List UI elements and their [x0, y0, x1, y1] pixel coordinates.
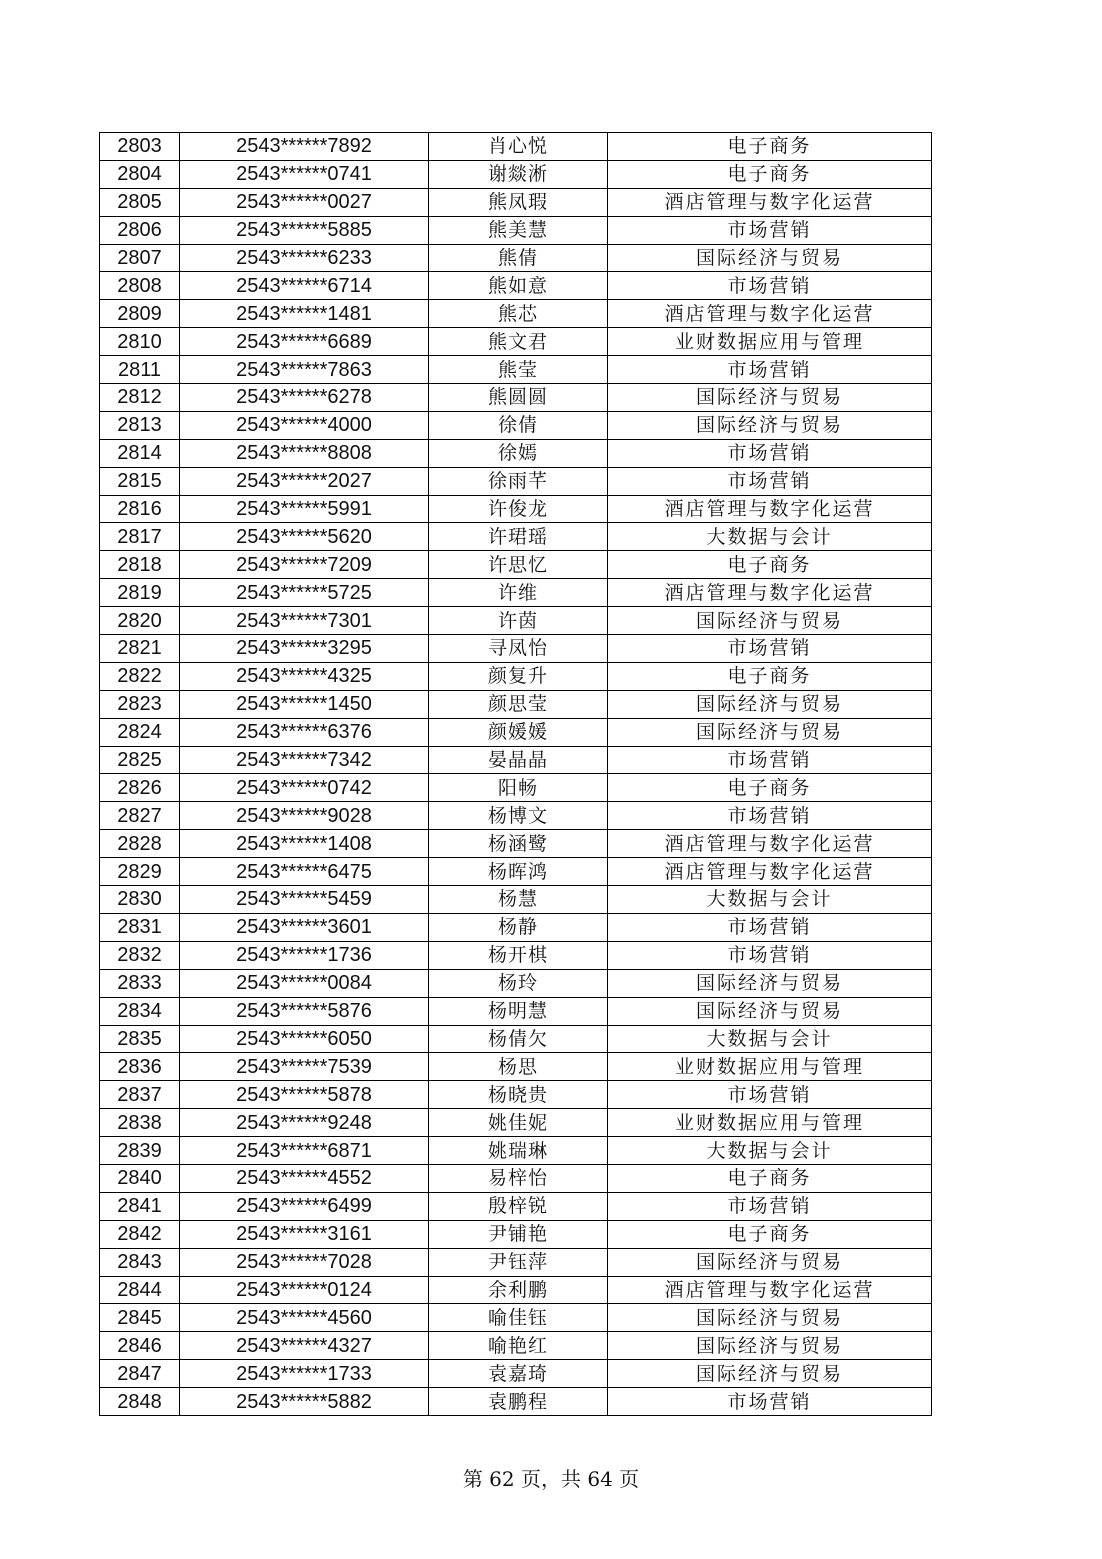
student-id-cell: 2543******0741	[180, 160, 429, 188]
major-cell: 业财数据应用与管理	[608, 328, 932, 356]
student-name-cell: 颜复升	[429, 662, 608, 690]
major-cell: 市场营销	[608, 216, 932, 244]
student-name-cell: 徐倩	[429, 411, 608, 439]
student-name-cell: 杨静	[429, 913, 608, 941]
student-id-cell: 2543******6714	[180, 272, 429, 300]
student-name-cell: 徐嫣	[429, 439, 608, 467]
table-row	[100, 1360, 932, 1388]
student-id-cell: 2543******4560	[180, 1304, 429, 1332]
student-roster-table	[99, 132, 932, 1416]
student-name-cell: 许维	[429, 579, 608, 607]
table-row	[100, 1164, 932, 1192]
row-number-cell: 2827	[100, 802, 180, 830]
major-cell: 国际经济与贸易	[608, 718, 932, 746]
row-number-cell: 2829	[100, 858, 180, 886]
student-id-cell: 2543******6499	[180, 1192, 429, 1220]
table-row	[100, 1192, 932, 1220]
table-row	[100, 439, 932, 467]
table-row	[100, 941, 932, 969]
student-id-cell: 2543******6376	[180, 718, 429, 746]
major-cell: 大数据与会计	[608, 523, 932, 551]
student-id-cell: 2543******1450	[180, 690, 429, 718]
table-row	[100, 467, 932, 495]
row-number-cell: 2843	[100, 1248, 180, 1276]
table-row	[100, 300, 932, 328]
table-row	[100, 1137, 932, 1165]
table-row	[100, 579, 932, 607]
row-number-cell: 2840	[100, 1164, 180, 1192]
table-row	[100, 1248, 932, 1276]
table-row	[100, 1388, 932, 1416]
row-number-cell: 2833	[100, 969, 180, 997]
major-cell: 电子商务	[608, 1164, 932, 1192]
row-number-cell: 2826	[100, 774, 180, 802]
table-row	[100, 160, 932, 188]
major-cell: 市场营销	[608, 356, 932, 384]
row-number-cell: 2825	[100, 746, 180, 774]
row-number-cell: 2831	[100, 913, 180, 941]
student-id-cell: 2543******1736	[180, 941, 429, 969]
student-id-cell: 2543******6689	[180, 328, 429, 356]
student-id-cell: 2543******5991	[180, 495, 429, 523]
student-name-cell: 袁鹏程	[429, 1388, 608, 1416]
table-row	[100, 1220, 932, 1248]
major-cell: 国际经济与贸易	[608, 244, 932, 272]
student-id-cell: 2543******7028	[180, 1248, 429, 1276]
row-number-cell: 2837	[100, 1081, 180, 1109]
row-number-cell: 2834	[100, 997, 180, 1025]
student-name-cell: 杨玲	[429, 969, 608, 997]
student-name-cell: 杨慧	[429, 886, 608, 914]
major-cell: 市场营销	[608, 802, 932, 830]
table-row	[100, 662, 932, 690]
table-row	[100, 1332, 932, 1360]
student-name-cell: 殷梓锐	[429, 1192, 608, 1220]
row-number-cell: 2845	[100, 1304, 180, 1332]
page-number: 第 62 页，共 64 页	[462, 1467, 640, 1491]
major-cell: 国际经济与贸易	[608, 411, 932, 439]
major-cell: 国际经济与贸易	[608, 1248, 932, 1276]
student-id-cell: 2543******7209	[180, 551, 429, 579]
major-cell: 酒店管理与数字化运营	[608, 300, 932, 328]
table-row	[100, 328, 932, 356]
row-number-cell: 2842	[100, 1220, 180, 1248]
student-id-cell: 2543******0027	[180, 188, 429, 216]
student-id-cell: 2543******9028	[180, 802, 429, 830]
major-cell: 市场营销	[608, 941, 932, 969]
major-cell: 电子商务	[608, 662, 932, 690]
table-row	[100, 718, 932, 746]
student-id-cell: 2543******5878	[180, 1081, 429, 1109]
student-name-cell: 熊如意	[429, 272, 608, 300]
major-cell: 市场营销	[608, 1388, 932, 1416]
table-row	[100, 858, 932, 886]
table-row	[100, 690, 932, 718]
major-cell: 大数据与会计	[608, 1137, 932, 1165]
row-number-cell: 2817	[100, 523, 180, 551]
student-name-cell: 杨涵鹭	[429, 830, 608, 858]
student-id-cell: 2543******4327	[180, 1332, 429, 1360]
table-row	[100, 913, 932, 941]
row-number-cell: 2818	[100, 551, 180, 579]
row-number-cell: 2813	[100, 411, 180, 439]
student-id-cell: 2543******1733	[180, 1360, 429, 1388]
student-name-cell: 喻艳红	[429, 1332, 608, 1360]
table-row	[100, 746, 932, 774]
table-row	[100, 969, 932, 997]
student-name-cell: 徐雨芊	[429, 467, 608, 495]
student-name-cell: 许思忆	[429, 551, 608, 579]
table-row	[100, 411, 932, 439]
student-name-cell: 姚佳妮	[429, 1109, 608, 1137]
student-id-cell: 2543******6871	[180, 1137, 429, 1165]
student-name-cell: 尹铺艳	[429, 1220, 608, 1248]
student-name-cell: 杨博文	[429, 802, 608, 830]
student-id-cell: 2543******7892	[180, 133, 429, 161]
table-row	[100, 551, 932, 579]
student-name-cell: 熊莹	[429, 356, 608, 384]
table-row	[100, 495, 932, 523]
student-name-cell: 姚瑞琳	[429, 1137, 608, 1165]
student-id-cell: 2543******9248	[180, 1109, 429, 1137]
row-number-cell: 2815	[100, 467, 180, 495]
student-name-cell: 熊文君	[429, 328, 608, 356]
row-number-cell: 2810	[100, 328, 180, 356]
major-cell: 业财数据应用与管理	[608, 1053, 932, 1081]
student-name-cell: 熊芯	[429, 300, 608, 328]
student-name-cell: 熊倩	[429, 244, 608, 272]
table-row	[100, 188, 932, 216]
student-name-cell: 杨晓贵	[429, 1081, 608, 1109]
student-name-cell: 易梓怡	[429, 1164, 608, 1192]
student-name-cell: 谢燚淅	[429, 160, 608, 188]
student-id-cell: 2543******8808	[180, 439, 429, 467]
major-cell: 国际经济与贸易	[608, 997, 932, 1025]
row-number-cell: 2814	[100, 439, 180, 467]
major-cell: 市场营销	[608, 1081, 932, 1109]
major-cell: 国际经济与贸易	[608, 969, 932, 997]
major-cell: 市场营销	[608, 746, 932, 774]
student-id-cell: 2543******5876	[180, 997, 429, 1025]
table-row	[100, 886, 932, 914]
student-id-cell: 2543******6233	[180, 244, 429, 272]
row-number-cell: 2811	[100, 356, 180, 384]
major-cell: 市场营销	[608, 635, 932, 663]
student-id-cell: 2543******7863	[180, 356, 429, 384]
major-cell: 酒店管理与数字化运营	[608, 188, 932, 216]
student-id-cell: 2543******7342	[180, 746, 429, 774]
student-id-cell: 2543******7301	[180, 607, 429, 635]
table-row	[100, 523, 932, 551]
row-number-cell: 2823	[100, 690, 180, 718]
table-row	[100, 802, 932, 830]
student-id-cell: 2543******6278	[180, 384, 429, 412]
row-number-cell: 2846	[100, 1332, 180, 1360]
student-id-cell: 2543******1408	[180, 830, 429, 858]
student-id-cell: 2543******5882	[180, 1388, 429, 1416]
table-row	[100, 774, 932, 802]
student-id-cell: 2543******4552	[180, 1164, 429, 1192]
row-number-cell: 2848	[100, 1388, 180, 1416]
student-name-cell: 杨晖鸿	[429, 858, 608, 886]
student-id-cell: 2543******5725	[180, 579, 429, 607]
student-name-cell: 寻凤怡	[429, 635, 608, 663]
major-cell: 国际经济与贸易	[608, 690, 932, 718]
student-id-cell: 2543******1481	[180, 300, 429, 328]
table-row	[100, 384, 932, 412]
major-cell: 电子商务	[608, 774, 932, 802]
table-row	[100, 997, 932, 1025]
major-cell: 电子商务	[608, 551, 932, 579]
major-cell: 市场营销	[608, 272, 932, 300]
student-name-cell: 杨开棋	[429, 941, 608, 969]
student-name-cell: 颜思莹	[429, 690, 608, 718]
row-number-cell: 2805	[100, 188, 180, 216]
row-number-cell: 2809	[100, 300, 180, 328]
student-name-cell: 熊美慧	[429, 216, 608, 244]
student-name-cell: 余利鹏	[429, 1276, 608, 1304]
major-cell: 国际经济与贸易	[608, 1332, 932, 1360]
row-number-cell: 2830	[100, 886, 180, 914]
roster-body	[100, 133, 932, 1416]
row-number-cell: 2803	[100, 133, 180, 161]
major-cell: 酒店管理与数字化运营	[608, 579, 932, 607]
major-cell: 业财数据应用与管理	[608, 1109, 932, 1137]
table-row	[100, 244, 932, 272]
student-id-cell: 2543******5459	[180, 886, 429, 914]
table-row	[100, 1276, 932, 1304]
row-number-cell: 2838	[100, 1109, 180, 1137]
student-name-cell: 熊圆圆	[429, 384, 608, 412]
student-name-cell: 颜媛媛	[429, 718, 608, 746]
table-row	[100, 272, 932, 300]
row-number-cell: 2806	[100, 216, 180, 244]
row-number-cell: 2839	[100, 1137, 180, 1165]
table-row	[100, 216, 932, 244]
table-row	[100, 1304, 932, 1332]
major-cell: 电子商务	[608, 133, 932, 161]
major-cell: 国际经济与贸易	[608, 384, 932, 412]
student-id-cell: 2543******0084	[180, 969, 429, 997]
major-cell: 国际经济与贸易	[608, 607, 932, 635]
row-number-cell: 2836	[100, 1053, 180, 1081]
student-id-cell: 2543******0124	[180, 1276, 429, 1304]
row-number-cell: 2844	[100, 1276, 180, 1304]
student-name-cell: 许珺瑶	[429, 523, 608, 551]
table-row	[100, 830, 932, 858]
student-id-cell: 2543******0742	[180, 774, 429, 802]
row-number-cell: 2847	[100, 1360, 180, 1388]
table-row	[100, 607, 932, 635]
major-cell: 市场营销	[608, 913, 932, 941]
row-number-cell: 2820	[100, 607, 180, 635]
major-cell: 国际经济与贸易	[608, 1304, 932, 1332]
row-number-cell: 2816	[100, 495, 180, 523]
student-name-cell: 杨倩欠	[429, 1025, 608, 1053]
major-cell: 酒店管理与数字化运营	[608, 858, 932, 886]
student-id-cell: 2543******5620	[180, 523, 429, 551]
row-number-cell: 2824	[100, 718, 180, 746]
student-id-cell: 2543******4000	[180, 411, 429, 439]
major-cell: 大数据与会计	[608, 1025, 932, 1053]
row-number-cell: 2822	[100, 662, 180, 690]
table-row	[100, 133, 932, 161]
student-id-cell: 2543******5885	[180, 216, 429, 244]
student-id-cell: 2543******2027	[180, 467, 429, 495]
table-row	[100, 1025, 932, 1053]
student-name-cell: 喻佳钰	[429, 1304, 608, 1332]
student-id-cell: 2543******4325	[180, 662, 429, 690]
major-cell: 市场营销	[608, 467, 932, 495]
table-row	[100, 1081, 932, 1109]
student-name-cell: 许茵	[429, 607, 608, 635]
row-number-cell: 2835	[100, 1025, 180, 1053]
row-number-cell: 2832	[100, 941, 180, 969]
student-id-cell: 2543******3295	[180, 635, 429, 663]
row-number-cell: 2807	[100, 244, 180, 272]
student-name-cell: 晏晶晶	[429, 746, 608, 774]
major-cell: 国际经济与贸易	[608, 1360, 932, 1388]
row-number-cell: 2808	[100, 272, 180, 300]
student-name-cell: 阳畅	[429, 774, 608, 802]
student-name-cell: 肖心悦	[429, 133, 608, 161]
student-id-cell: 2543******6475	[180, 858, 429, 886]
student-id-cell: 2543******7539	[180, 1053, 429, 1081]
student-id-cell: 2543******3161	[180, 1220, 429, 1248]
table-row	[100, 1053, 932, 1081]
row-number-cell: 2804	[100, 160, 180, 188]
major-cell: 电子商务	[608, 1220, 932, 1248]
major-cell: 电子商务	[608, 160, 932, 188]
table-row	[100, 356, 932, 384]
student-name-cell: 杨思	[429, 1053, 608, 1081]
row-number-cell: 2812	[100, 384, 180, 412]
row-number-cell: 2821	[100, 635, 180, 663]
row-number-cell: 2819	[100, 579, 180, 607]
table-row	[100, 1109, 932, 1137]
student-id-cell: 2543******6050	[180, 1025, 429, 1053]
student-name-cell: 杨明慧	[429, 997, 608, 1025]
student-name-cell: 许俊龙	[429, 495, 608, 523]
major-cell: 酒店管理与数字化运营	[608, 495, 932, 523]
student-id-cell: 2543******3601	[180, 913, 429, 941]
major-cell: 酒店管理与数字化运营	[608, 1276, 932, 1304]
major-cell: 酒店管理与数字化运营	[608, 830, 932, 858]
major-cell: 大数据与会计	[608, 886, 932, 914]
table-row	[100, 635, 932, 663]
student-name-cell: 袁嘉琦	[429, 1360, 608, 1388]
student-name-cell: 熊凤瑕	[429, 188, 608, 216]
row-number-cell: 2828	[100, 830, 180, 858]
major-cell: 市场营销	[608, 1192, 932, 1220]
row-number-cell: 2841	[100, 1192, 180, 1220]
major-cell: 市场营销	[608, 439, 932, 467]
student-name-cell: 尹钰萍	[429, 1248, 608, 1276]
